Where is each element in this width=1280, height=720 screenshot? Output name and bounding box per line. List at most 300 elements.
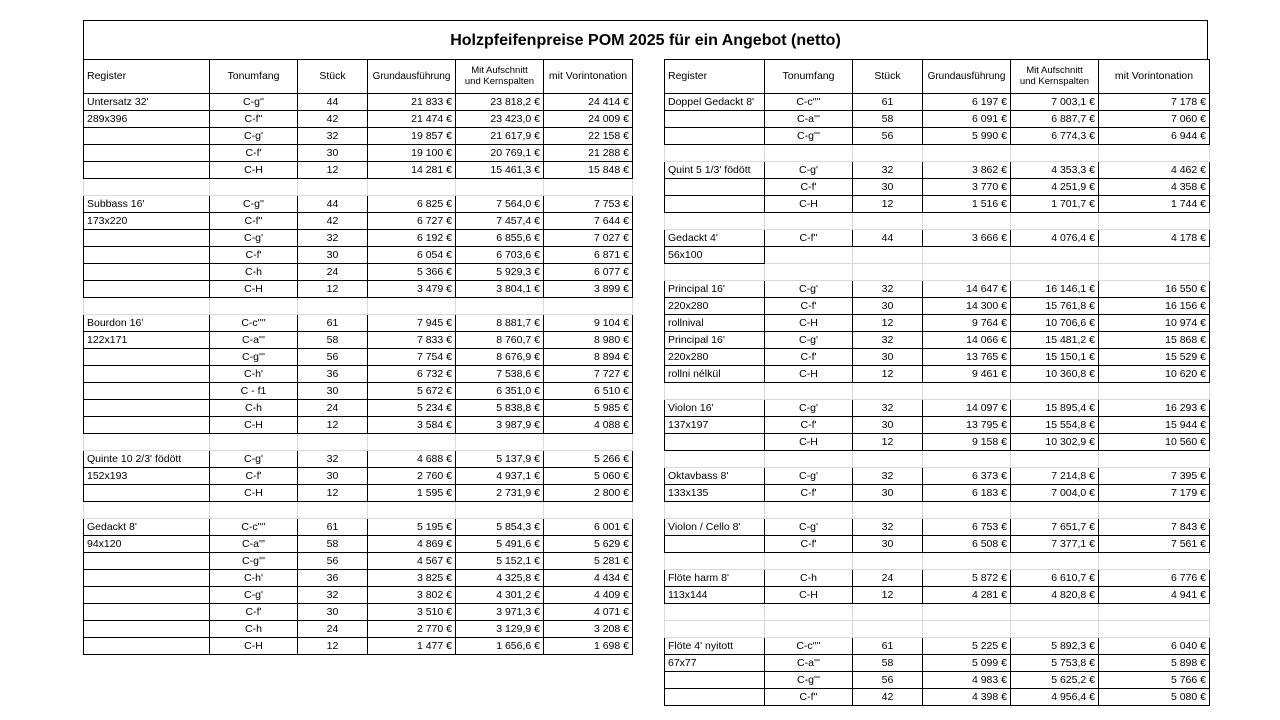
stueck-cell: 30: [853, 417, 923, 434]
register-cell: Subbass 16': [84, 196, 210, 213]
tonumfang-cell: C-h: [765, 570, 853, 587]
vorintonation-cell: 2 800 €: [544, 485, 633, 502]
grund-cell: 21 474 €: [368, 111, 456, 128]
tonumfang-cell: [210, 298, 298, 315]
stueck-cell: 42: [298, 213, 368, 230]
table-row: [84, 162, 633, 179]
vorintonation-cell: 15 944 €: [1099, 417, 1210, 434]
vorintonation-cell: 10 560 €: [1099, 434, 1210, 451]
tonumfang-cell: C-g': [765, 332, 853, 349]
vorintonation-cell: 6 871 €: [544, 247, 633, 264]
register-cell: [84, 638, 210, 655]
aufschnitt-cell: 5 854,3 €: [456, 519, 544, 536]
tonumfang-cell: [765, 553, 853, 570]
vorintonation-cell: 5 060 €: [544, 468, 633, 485]
vorintonation-cell: 15 868 €: [1099, 332, 1210, 349]
tonumfang-cell: C-f': [210, 247, 298, 264]
tonumfang-cell: C-H: [210, 281, 298, 298]
stueck-cell: 61: [853, 638, 923, 655]
register-cell: [84, 502, 210, 519]
vorintonation-cell: 5 266 €: [544, 451, 633, 468]
table-row: [84, 570, 633, 587]
register-cell: [84, 247, 210, 264]
vorintonation-cell: 6 001 €: [544, 519, 633, 536]
grund-cell: [923, 553, 1011, 570]
vorintonation-cell: 7 644 €: [544, 213, 633, 230]
tonumfang-cell: [765, 145, 853, 162]
stueck-cell: 58: [298, 536, 368, 553]
register-cell: [665, 434, 765, 451]
header-vorintonation: mit Vorintonation: [1099, 60, 1210, 94]
aufschnitt-cell: 4 937,1 €: [456, 468, 544, 485]
grund-cell: 9 764 €: [923, 315, 1011, 332]
table-row: [665, 417, 1210, 434]
tonumfang-cell: C-g''': [765, 128, 853, 145]
table-row: [665, 519, 1210, 536]
tonumfang-cell: C-f': [765, 298, 853, 315]
table-row: [665, 298, 1210, 315]
vorintonation-cell: 6 776 €: [1099, 570, 1210, 587]
vorintonation-cell: 7 727 €: [544, 366, 633, 383]
tonumfang-cell: C-g'': [210, 94, 298, 111]
header-aufschnitt-text: [465, 65, 534, 87]
grund-cell: [923, 213, 1011, 230]
aufschnitt-cell: 5 838,8 €: [456, 400, 544, 417]
tonumfang-cell: C-h: [210, 400, 298, 417]
stueck-cell: [853, 451, 923, 468]
vorintonation-cell: [1099, 553, 1210, 570]
spacer-row: [665, 502, 1210, 519]
tonumfang-cell: C-a''': [765, 655, 853, 672]
stueck-cell: 30: [853, 349, 923, 366]
tonumfang-cell: [210, 502, 298, 519]
header-register: Register: [665, 60, 765, 94]
vorintonation-cell: 15 848 €: [544, 162, 633, 179]
aufschnitt-cell: [456, 502, 544, 519]
aufschnitt-cell: 6 351,0 €: [456, 383, 544, 400]
vorintonation-cell: [1099, 264, 1210, 281]
vorintonation-cell: 5 629 €: [544, 536, 633, 553]
stueck-cell: 24: [298, 264, 368, 281]
table-row: [84, 349, 633, 366]
grund-cell: 6 183 €: [923, 485, 1011, 502]
tonumfang-cell: C-f'': [765, 230, 853, 247]
table-row: [84, 587, 633, 604]
tonumfang-cell: C-f': [765, 349, 853, 366]
grund-cell: 6 727 €: [368, 213, 456, 230]
stueck-cell: 30: [853, 485, 923, 502]
register-cell: Violon 16': [665, 400, 765, 417]
grund-cell: [923, 145, 1011, 162]
stueck-cell: 30: [853, 298, 923, 315]
register-cell: Flöte harm 8': [665, 570, 765, 587]
table-row: [84, 519, 633, 536]
register-cell: [84, 230, 210, 247]
tonumfang-cell: C-f'': [765, 689, 853, 706]
aufschnitt-cell: [456, 298, 544, 315]
table-row: [665, 196, 1210, 213]
table-row: [84, 417, 633, 434]
stueck-cell: 61: [853, 94, 923, 111]
aufschnitt-cell: 8 760,7 €: [456, 332, 544, 349]
register-cell: [84, 366, 210, 383]
vorintonation-cell: 4 071 €: [544, 604, 633, 621]
tonumfang-cell: C-g': [765, 400, 853, 417]
grund-cell: 2 760 €: [368, 468, 456, 485]
aufschnitt-cell: 3 804,1 €: [456, 281, 544, 298]
table-row: [665, 230, 1210, 247]
header-aufschnitt: [456, 60, 544, 94]
grund-cell: 5 366 €: [368, 264, 456, 281]
register-cell: [665, 451, 765, 468]
vorintonation-cell: [1099, 502, 1210, 519]
tonumfang-cell: C-H: [210, 162, 298, 179]
register-cell: [84, 400, 210, 417]
spacer-row: [665, 604, 1210, 621]
register-cell: [665, 111, 765, 128]
stueck-cell: 56: [853, 672, 923, 689]
vorintonation-cell: 4 358 €: [1099, 179, 1210, 196]
aufschnitt-cell: 6 774,3 €: [1011, 128, 1099, 145]
vorintonation-cell: 5 766 €: [1099, 672, 1210, 689]
stueck-cell: 56: [298, 553, 368, 570]
register-cell: 137x197: [665, 417, 765, 434]
tonumfang-cell: C-g': [210, 230, 298, 247]
tonumfang-cell: [210, 434, 298, 451]
vorintonation-cell: 5 985 €: [544, 400, 633, 417]
stueck-cell: 24: [298, 621, 368, 638]
vorintonation-cell: 6 944 €: [1099, 128, 1210, 145]
header-aufschnitt: [1011, 60, 1099, 94]
stueck-cell: 61: [298, 519, 368, 536]
register-cell: Violon / Cello 8': [665, 519, 765, 536]
vorintonation-cell: 10 620 €: [1099, 366, 1210, 383]
aufschnitt-cell: [1011, 383, 1099, 400]
tonumfang-cell: C-g''': [210, 349, 298, 366]
table-row: [665, 655, 1210, 672]
tonumfang-cell: C-H: [765, 434, 853, 451]
grund-cell: 6 753 €: [923, 519, 1011, 536]
vorintonation-cell: [1099, 621, 1210, 638]
vorintonation-cell: [544, 502, 633, 519]
aufschnitt-cell: 5 491,6 €: [456, 536, 544, 553]
tonumfang-cell: C-c'''': [210, 519, 298, 536]
header-grundausfuehrung: Grundausführung: [368, 60, 456, 94]
stueck-cell: 44: [298, 94, 368, 111]
vorintonation-cell: [1099, 604, 1210, 621]
stueck-cell: 32: [298, 587, 368, 604]
register-cell: Flöte 4' nyitott: [665, 638, 765, 655]
table-row: [665, 332, 1210, 349]
tonumfang-cell: C-g''': [210, 553, 298, 570]
tonumfang-cell: C-c'''': [210, 315, 298, 332]
aufschnitt-cell: 5 753,8 €: [1011, 655, 1099, 672]
grund-cell: 19 857 €: [368, 128, 456, 145]
stueck-cell: 30: [298, 247, 368, 264]
stueck-cell: [853, 213, 923, 230]
register-cell: [665, 196, 765, 213]
spacer-row: [665, 264, 1210, 281]
vorintonation-cell: 16 550 €: [1099, 281, 1210, 298]
aufschnitt-cell: 4 820,8 €: [1011, 587, 1099, 604]
grund-cell: 4 567 €: [368, 553, 456, 570]
tonumfang-cell: C-g': [765, 281, 853, 298]
register-cell: [84, 485, 210, 502]
stueck-cell: 42: [298, 111, 368, 128]
aufschnitt-cell: 7 651,7 €: [1011, 519, 1099, 536]
tonumfang-cell: C-c'''': [765, 94, 853, 111]
table-row: [84, 451, 633, 468]
grund-cell: 5 672 €: [368, 383, 456, 400]
table-row: [665, 485, 1210, 502]
aufschnitt-cell: 5 625,2 €: [1011, 672, 1099, 689]
table-row: [84, 281, 633, 298]
tonumfang-cell: C-g': [765, 519, 853, 536]
vorintonation-cell: 6 510 €: [544, 383, 633, 400]
register-cell: [84, 162, 210, 179]
stueck-cell: 12: [298, 281, 368, 298]
tonumfang-cell: C-g': [210, 587, 298, 604]
stueck-cell: 30: [298, 383, 368, 400]
aufschnitt-cell: [1011, 451, 1099, 468]
table-row: [665, 349, 1210, 366]
register-cell: 122x171: [84, 332, 210, 349]
aufschnitt-cell: 6 610,7 €: [1011, 570, 1099, 587]
grund-cell: 14 281 €: [368, 162, 456, 179]
tonumfang-cell: C-g': [765, 162, 853, 179]
aufschnitt-cell: 21 617,9 €: [456, 128, 544, 145]
aufschnitt-cell: 23 423,0 €: [456, 111, 544, 128]
register-cell: [665, 536, 765, 553]
register-cell: [84, 349, 210, 366]
table-row: [84, 485, 633, 502]
vorintonation-cell: 7 561 €: [1099, 536, 1210, 553]
stueck-cell: 32: [853, 281, 923, 298]
grund-cell: 3 862 €: [923, 162, 1011, 179]
header-row: [665, 60, 1210, 94]
register-cell: 94x120: [84, 536, 210, 553]
register-cell: [665, 621, 765, 638]
stueck-cell: 44: [298, 196, 368, 213]
register-cell: [84, 128, 210, 145]
stueck-cell: 12: [853, 196, 923, 213]
tonumfang-cell: C-g': [765, 468, 853, 485]
register-cell: Bourdon 16': [84, 315, 210, 332]
register-cell: 56x100: [665, 247, 765, 264]
price-table-right: [664, 59, 1210, 706]
register-cell: 220x280: [665, 349, 765, 366]
aufschnitt-cell: 15 761,8 €: [1011, 298, 1099, 315]
register-cell: [84, 621, 210, 638]
vorintonation-cell: [1099, 247, 1210, 264]
register-cell: [84, 553, 210, 570]
aufschnitt-cell: 7 377,1 €: [1011, 536, 1099, 553]
grund-cell: 1 595 €: [368, 485, 456, 502]
register-cell: Quint 5 1/3' födött: [665, 162, 765, 179]
vorintonation-cell: 5 898 €: [1099, 655, 1210, 672]
table-row: [84, 145, 633, 162]
stueck-cell: 56: [853, 128, 923, 145]
aufschnitt-cell: 15 150,1 €: [1011, 349, 1099, 366]
stueck-cell: [853, 145, 923, 162]
register-cell: [84, 604, 210, 621]
aufschnitt-cell: 1 656,6 €: [456, 638, 544, 655]
aufschnitt-cell: 7 004,0 €: [1011, 485, 1099, 502]
tonumfang-cell: C-H: [210, 638, 298, 655]
spacer-row: [84, 298, 633, 315]
aufschnitt-cell: 10 360,8 €: [1011, 366, 1099, 383]
register-cell: Gedackt 8': [84, 519, 210, 536]
register-cell: rollni nélkül: [665, 366, 765, 383]
grund-cell: 4 688 €: [368, 451, 456, 468]
vorintonation-cell: 24 009 €: [544, 111, 633, 128]
grund-cell: 6 732 €: [368, 366, 456, 383]
aufschnitt-cell: [1011, 213, 1099, 230]
grund-cell: 5 234 €: [368, 400, 456, 417]
stueck-cell: 12: [298, 417, 368, 434]
grund-cell: 3 802 €: [368, 587, 456, 604]
aufschnitt-cell: 23 818,2 €: [456, 94, 544, 111]
tonumfang-cell: C-h: [210, 264, 298, 281]
register-cell: [84, 281, 210, 298]
spacer-row: [665, 213, 1210, 230]
stueck-cell: 58: [853, 111, 923, 128]
register-cell: [84, 145, 210, 162]
stueck-cell: 32: [853, 400, 923, 417]
page-title: Holzpfeifenpreise POM 2025 für ein Angebot (netto): [450, 32, 841, 49]
register-cell: [84, 570, 210, 587]
tonumfang-cell: C-H: [765, 196, 853, 213]
vorintonation-cell: 6 040 €: [1099, 638, 1210, 655]
grund-cell: 21 833 €: [368, 94, 456, 111]
header-row: [84, 60, 633, 94]
aufschnitt-cell: 10 706,6 €: [1011, 315, 1099, 332]
aufschnitt-cell: 4 325,8 €: [456, 570, 544, 587]
grund-cell: 6 197 €: [923, 94, 1011, 111]
register-cell: [665, 553, 765, 570]
table-row: [84, 553, 633, 570]
tonumfang-cell: C-f': [765, 179, 853, 196]
grund-cell: 6 192 €: [368, 230, 456, 247]
aufschnitt-cell: 4 251,9 €: [1011, 179, 1099, 196]
grund-cell: 4 398 €: [923, 689, 1011, 706]
stueck-cell: [853, 264, 923, 281]
vorintonation-cell: 4 088 €: [544, 417, 633, 434]
aufschnitt-cell: [1011, 247, 1099, 264]
vorintonation-cell: 24 414 €: [544, 94, 633, 111]
tonumfang-cell: C-f': [210, 145, 298, 162]
vorintonation-cell: [1099, 451, 1210, 468]
vorintonation-cell: 7 178 €: [1099, 94, 1210, 111]
stueck-cell: 12: [298, 638, 368, 655]
aufschnitt-cell: 4 301,2 €: [456, 587, 544, 604]
register-cell: [665, 502, 765, 519]
register-cell: Gedackt 4': [665, 230, 765, 247]
table-row: [665, 179, 1210, 196]
vorintonation-cell: 1 744 €: [1099, 196, 1210, 213]
header-register: Register: [84, 60, 210, 94]
tonumfang-cell: [765, 264, 853, 281]
grund-cell: 6 825 €: [368, 196, 456, 213]
header-aufschnitt-text: [1020, 65, 1089, 87]
vorintonation-cell: 7 395 €: [1099, 468, 1210, 485]
tonumfang-cell: C-f': [765, 485, 853, 502]
aufschnitt-cell: [1011, 145, 1099, 162]
register-cell: 173x220: [84, 213, 210, 230]
header-aufschnitt-line1: Mit Aufschnitt: [1026, 64, 1083, 76]
spacer-row: [84, 179, 633, 196]
register-cell: rollnival: [665, 315, 765, 332]
stueck-cell: 32: [853, 519, 923, 536]
aufschnitt-cell: 4 076,4 €: [1011, 230, 1099, 247]
grund-cell: [923, 383, 1011, 400]
vorintonation-cell: 15 529 €: [1099, 349, 1210, 366]
header-aufschnitt-line1: Mit Aufschnitt: [471, 64, 528, 76]
grund-cell: [368, 179, 456, 196]
stueck-cell: 36: [298, 366, 368, 383]
tonumfang-cell: C-g''': [765, 672, 853, 689]
aufschnitt-cell: 15 461,3 €: [456, 162, 544, 179]
register-cell: [665, 179, 765, 196]
tonumfang-cell: C-f': [765, 417, 853, 434]
grund-cell: [923, 264, 1011, 281]
grund-cell: 5 225 €: [923, 638, 1011, 655]
stueck-cell: 30: [853, 536, 923, 553]
aufschnitt-cell: 7 003,1 €: [1011, 94, 1099, 111]
register-cell: [665, 672, 765, 689]
grund-cell: 6 508 €: [923, 536, 1011, 553]
register-cell: 289x396: [84, 111, 210, 128]
stueck-cell: 32: [853, 162, 923, 179]
vorintonation-cell: [544, 434, 633, 451]
vorintonation-cell: 4 409 €: [544, 587, 633, 604]
grund-cell: 4 983 €: [923, 672, 1011, 689]
aufschnitt-cell: 7 457,4 €: [456, 213, 544, 230]
spacer-row: [665, 553, 1210, 570]
spacer-row: [665, 145, 1210, 162]
vorintonation-cell: 3 208 €: [544, 621, 633, 638]
stueck-cell: 12: [853, 315, 923, 332]
stueck-cell: 58: [298, 332, 368, 349]
stueck-cell: [298, 298, 368, 315]
aufschnitt-cell: 5 892,3 €: [1011, 638, 1099, 655]
vorintonation-cell: 7 060 €: [1099, 111, 1210, 128]
aufschnitt-cell: 4 353,3 €: [1011, 162, 1099, 179]
aufschnitt-cell: 16 146,1 €: [1011, 281, 1099, 298]
vorintonation-cell: 6 077 €: [544, 264, 633, 281]
table-row: [665, 247, 1210, 264]
table-row: [84, 400, 633, 417]
title-cell: [83, 20, 1208, 59]
grund-cell: [923, 604, 1011, 621]
tonumfang-cell: C-H: [210, 417, 298, 434]
grund-cell: 5 872 €: [923, 570, 1011, 587]
grund-cell: 3 825 €: [368, 570, 456, 587]
vorintonation-cell: 21 288 €: [544, 145, 633, 162]
stueck-cell: 30: [298, 604, 368, 621]
table-row: [665, 468, 1210, 485]
grund-cell: 3 510 €: [368, 604, 456, 621]
grund-cell: 14 097 €: [923, 400, 1011, 417]
grund-cell: 13 765 €: [923, 349, 1011, 366]
register-cell: Principal 16': [665, 281, 765, 298]
tonumfang-cell: C-g'': [210, 196, 298, 213]
aufschnitt-cell: [1011, 264, 1099, 281]
vorintonation-cell: 7 027 €: [544, 230, 633, 247]
vorintonation-cell: [1099, 383, 1210, 400]
register-cell: [84, 179, 210, 196]
grund-cell: 7 945 €: [368, 315, 456, 332]
